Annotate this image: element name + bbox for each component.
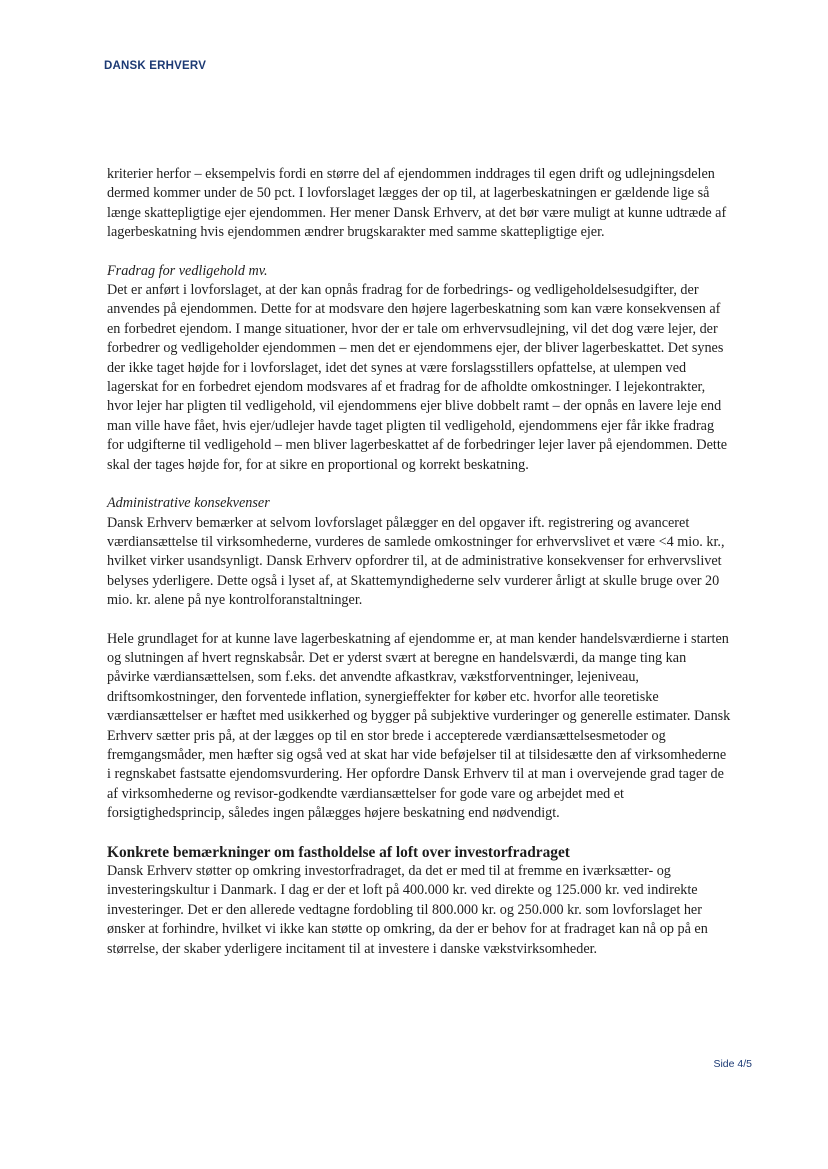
section-heading-investorfradrag: Konkrete bemærkninger om fastholdelse af loft over investorfradraget <box>107 843 570 861</box>
document-body <box>107 165 732 959</box>
paragraph-handelsvaerdi: Hele grundlaget for at kunne lave lagerbeskatning af ejendomme er, at man kender handelsværdierne i starten og slutningen af hvert regnskabsår. Det er yderst svært at beregne en handelsværdi, da mange ting kan påvirke værdiansættelsen, som f.eks. det anvendte afkastkrav, vækstforventninger, lejeniveau, driftsomkostninger, den forventede inflation, synergieffekter for køber etc. hvorfor alle teoretiske værdiansættelser er hæftet med usikkerhed og bygger på subjektive vurderinger og generelle estimater. Dansk Erhverv sætter pris på, at der lægges op til en stor brede i accepterede værdiansættelsesmetoder og fremgangsmåder, men hæfter sig også ved at skat har vide beføjelser til at tilsidesætte den af virksomhederne i regnskabet fastsatte ejendomsvurdering. Her opfordre Dansk Erhverv til at man i overvejende grad tager de af virksomhederne og revisor-godkendte værdiansættelser for gode vare og arbejdet med et forsigtighedsprincip, således ingen pålægges højere beskatning end nødvendigt. <box>107 630 731 822</box>
paragraph-administrative: Dansk Erhverv bemærker at selvom lovforslaget pålægger en del opgaver ift. registrering og avanceret værdiansættelse til virksomhederne, vurderes de samlede omkostninger for erhvervslivet et være <4 mio. kr., hvilket virker usandsynligt. Dansk Erhverv opfordrer til, at de administrative konsekvenser for erhvervslivet belyses yderligere. Dette også i lyset af, at Skattemyndighederne selv vurderer årligt at skulle bruge over 20 mio. kr. alene på nye kontrolforanstaltninger. <box>107 514 725 609</box>
page-number: Side 4/5 <box>713 1058 752 1070</box>
paragraph-investorfradrag: Dansk Erhverv støtter op omkring investorfradraget, da det er med til at fremme en iværksætter- og investeringskultur i Danmark. I dag er der et loft på 400.000 kr. ved direkte og 125.000 kr. ved indirekte investeringer. Det er den allerede vedtagne fordobling til 800.000 kr. og 250.000 kr. som lovforslaget her ønsker at forhindre, hvilket vi ikke kan støtte op omkring, da der er behov for at fradraget kan nå op på en størrelse, der skaber yderligere incitament til at investere i danske vækstvirksomheder. <box>107 863 708 957</box>
company-logo-text: DANSK ERHVERV <box>104 60 207 72</box>
subheading-fradrag: Fradrag for vedligehold mv. <box>107 262 268 279</box>
subheading-administrative: Administrative konsekvenser <box>107 495 270 512</box>
paragraph-fradrag: Det er anført i lovforslaget, at der kan opnås fradrag for de forbedrings- og vedligeholdelsesudgifter, der anvendes på ejendommen. Dette for at modsvare den højere lagerbeskatning som kan være konsekvensen af en forbedret ejendom. I mange situationer, hvor der er tale om erhvervsudlejning, vil det dog være lejer, der forbedrer og vedligeholder ejendommen – men det er ejendommens ejer, der bliver lagerbeskattet. Det synes der ikke taget højde for i lovforslaget, idet det synes at være forslagsstillers opfattelse, at ulempen ved lagerskat for en forbedret ejendom modsvares af et fradrag for de afholdte omkostninger. I lejekontrakter, hvor lejer har pligten til vedligehold, vil ejendommens ejer blive dobbelt ramt – der opnås en lavere leje end man ville have fået, hvis ejer/udlejer havde taget pligten til vedligehold, ejendommens ejer får ikke fradrag for udgifterne til vedligehold – men bliver lagerbeskattet af de forbedringer lejer laver på ejendommen. Dette skal der tages højde for, for at sikre en proportional og korrekt beskatning. <box>107 282 728 473</box>
paragraph-lagerbeskatning-ophoer: kriterier herfor – eksempelvis fordi en større del af ejendommen inddrages til egen drift og udlejningsdelen dermed kommer under de 50 pct. I lovforslaget lægges der op til, at lagerbeskatningen er gældende lige så længe skattepligtige ejer ejendommen. Her mener Dansk Erhverv, at det bør være muligt at kunne udtræde af lagerbeskatning hvis ejendommen ændrer brugskarakter med samme skattepligtige ejer. <box>107 166 727 241</box>
